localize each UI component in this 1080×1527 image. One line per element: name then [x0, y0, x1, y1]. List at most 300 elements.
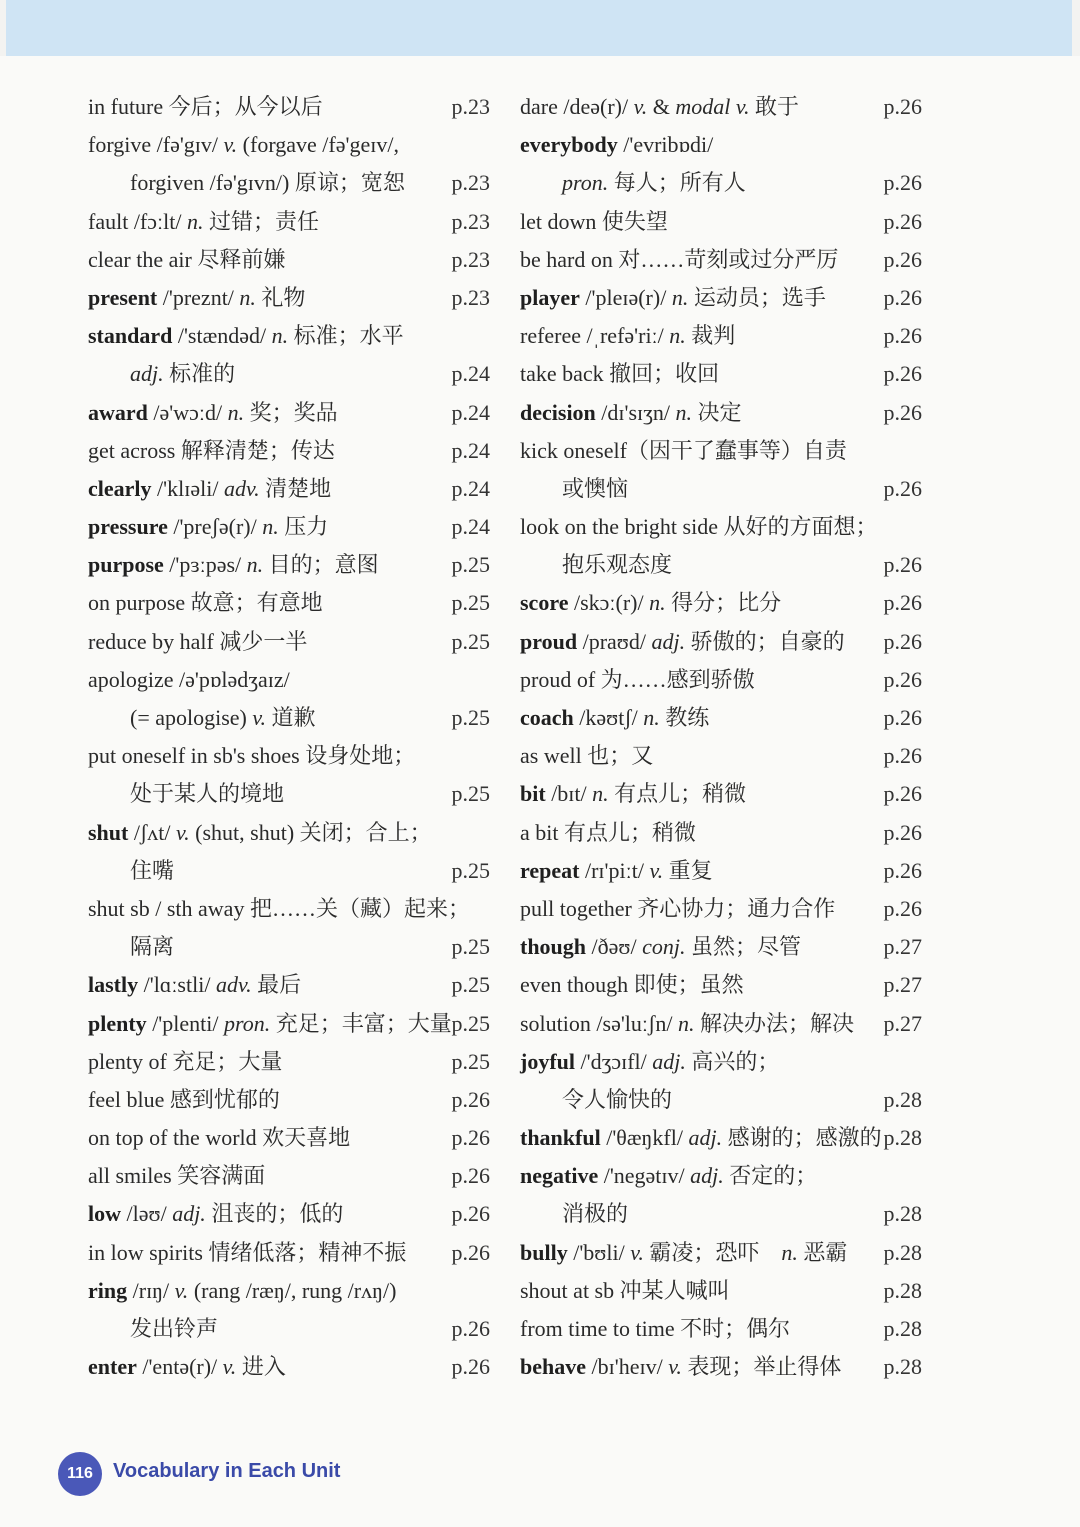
vocab-segment: /'preznt/ [157, 284, 240, 310]
vocab-segment: 标准；水平 [288, 323, 404, 349]
vocab-headword: bit [520, 781, 546, 807]
vocab-text [520, 661, 755, 699]
vocab-segment: 霸凌；恐吓 [643, 1239, 782, 1265]
vocab-text [520, 355, 719, 393]
vocab-headword: purpose [88, 552, 164, 578]
vocab-page-ref: p.24 [451, 475, 490, 501]
vocab-text [520, 699, 709, 737]
vocab-entry [520, 508, 932, 546]
vocab-page-ref: p.26 [883, 170, 922, 196]
vocab-text [520, 432, 847, 470]
vocab-segment: /skɔː(r)/ [568, 590, 650, 616]
vocab-page-ref: p.28 [883, 1125, 922, 1151]
vocab-text [520, 1043, 779, 1081]
vocab-text [88, 737, 415, 775]
vocab-entry [88, 852, 500, 890]
vocab-entry [88, 699, 500, 737]
vocab-page-ref: p.26 [451, 1239, 490, 1265]
vocab-page-ref: p.26 [451, 1125, 490, 1151]
vocab-entry [520, 966, 932, 1004]
vocab-page-ref: p.26 [883, 552, 922, 578]
vocab-segment: 沮丧的；低的 [205, 1201, 344, 1227]
vocab-text [88, 890, 470, 928]
vocab-text [520, 1348, 841, 1386]
vocab-headword: negative [520, 1163, 599, 1189]
vocab-text [88, 203, 319, 241]
vocab-entry [520, 1234, 932, 1272]
vocab-entry [520, 814, 932, 852]
vocab-segment: /rɪŋ/ [127, 1277, 175, 1303]
vocab-entry [520, 737, 932, 775]
vocab-pos: n. [592, 781, 609, 807]
vocab-text [520, 928, 801, 966]
vocab-page-ref: p.25 [451, 1048, 490, 1074]
vocab-entry [88, 279, 500, 317]
vocab-page-ref: p.24 [451, 361, 490, 387]
vocab-segment: 处于某人的境地 [130, 781, 285, 807]
vocab-headword: plenty [88, 1010, 147, 1036]
vocab-headword: decision [520, 399, 596, 425]
vocab-segment: /praʊd/ [577, 628, 652, 654]
vocab-text [88, 661, 290, 699]
vocab-entry [520, 699, 932, 737]
vocab-entry [520, 241, 932, 279]
vocab-segment: 高兴的； [685, 1048, 780, 1074]
vocab-segment: /'lɑːstli/ [138, 972, 216, 998]
vocab-entry [520, 394, 932, 432]
vocab-segment: 进入 [236, 1354, 286, 1380]
vocab-entry [88, 814, 500, 852]
vocab-text [88, 1005, 452, 1043]
vocab-headword: thankful [520, 1125, 601, 1151]
vocab-segment: 教练 [659, 705, 710, 730]
vocab-pos: v. [633, 94, 648, 119]
vocab-entry [520, 470, 932, 508]
vocab-segment: /ə'wɔːd/ [147, 399, 228, 425]
vocab-text [562, 1081, 672, 1119]
vocab-segment: 道歉 [266, 705, 316, 730]
vocab-page-ref: p.28 [883, 1277, 922, 1303]
vocab-segment: in future 今后；从今以后 [88, 94, 323, 119]
vocab-headword: award [88, 399, 148, 425]
vocab-segment: pull together 齐心协力；通力合作 [520, 895, 836, 921]
vocab-segment: /'entə(r)/ [136, 1354, 223, 1380]
vocab-entry [88, 317, 500, 355]
vocab-text [562, 164, 746, 202]
vocab-entry [520, 1157, 932, 1195]
vocab-headword: enter [88, 1354, 137, 1380]
vocab-segment: as well 也；又 [520, 743, 654, 769]
vocab-segment: /'plenti/ [146, 1010, 224, 1036]
vocab-entry [520, 1310, 932, 1348]
vocab-page-ref: p.24 [451, 399, 490, 425]
vocab-segment: & [647, 94, 676, 119]
vocab-pos: n. [643, 705, 660, 730]
vocab-page-ref: p.26 [451, 1354, 490, 1380]
vocab-entry [520, 164, 932, 202]
vocab-entry [88, 1348, 500, 1386]
vocab-text [88, 1119, 350, 1157]
vocab-entry [520, 546, 932, 584]
vocab-page-ref: p.25 [451, 972, 490, 998]
vocab-text [520, 1234, 847, 1272]
vocab-entry [520, 1348, 932, 1386]
vocab-text [88, 470, 331, 508]
vocab-pos: n. [239, 284, 256, 310]
vocab-segment: /'dʒɔɪfl/ [575, 1048, 653, 1074]
vocab-page-ref: p.24 [451, 514, 490, 540]
vocab-text [88, 126, 399, 164]
vocab-segment: solution /sə'luːʃn/ [520, 1010, 678, 1036]
vocab-segment: /bɪ'heɪv/ [586, 1354, 669, 1380]
vocab-segment: 消极的 [562, 1201, 629, 1227]
vocab-entry [88, 928, 500, 966]
vocab-page-ref: p.26 [883, 781, 922, 807]
vocab-segment: 最后 [251, 972, 302, 998]
vocab-segment: apologize /ə'pɒlədʒaɪz/ [88, 666, 290, 692]
vocab-segment: proud of 为……感到骄傲 [520, 666, 755, 692]
vocab-entry [520, 88, 932, 126]
vocab-headword: standard [88, 323, 173, 349]
vocab-entry [520, 1043, 932, 1081]
vocab-pos: n. [227, 399, 245, 425]
vocab-segment: 过错；责任 [203, 208, 319, 234]
vocab-text [520, 814, 696, 852]
vocab-pos: v. [668, 1354, 682, 1380]
vocab-page-ref: p.26 [451, 1201, 490, 1227]
vocab-page-ref: p.26 [883, 323, 922, 349]
vocab-column-right [520, 88, 932, 1386]
vocab-headword: everybody [520, 132, 618, 158]
vocab-segment: 清楚地 [259, 475, 332, 501]
vocab-entry [88, 394, 500, 432]
vocab-page-ref: p.26 [883, 705, 922, 730]
vocab-pos: adj. [130, 361, 164, 387]
vocab-entry [88, 470, 500, 508]
vocab-entry [88, 775, 500, 813]
vocab-text [562, 546, 672, 584]
vocab-pos: n. [677, 1010, 695, 1036]
vocab-page-ref: p.28 [883, 1316, 922, 1341]
vocab-segment: /ləʊ/ [121, 1201, 173, 1227]
vocab-entry [88, 1119, 500, 1157]
vocab-page-ref: p.28 [883, 1086, 922, 1112]
vocab-text [88, 1234, 406, 1272]
vocab-segment: shut sb / sth away 把……关（藏）起来； [88, 895, 470, 921]
vocab-segment: 裁判 [685, 323, 736, 349]
vocab-segment: from time to time 不时；偶尔 [520, 1316, 791, 1341]
vocab-pos: pron. [223, 1010, 271, 1036]
vocab-text [88, 1348, 286, 1386]
vocab-entry [88, 1272, 500, 1310]
vocab-page-ref: p.26 [883, 857, 922, 883]
vocab-text [88, 317, 404, 355]
vocab-headword: proud [520, 628, 578, 654]
vocab-entry [520, 1005, 932, 1043]
vocab-pos: v. [223, 132, 238, 158]
vocab-text [520, 966, 744, 1004]
vocab-segment: 表现；举止得体 [681, 1354, 842, 1380]
vocab-segment: /kəʊtʃ/ [573, 705, 644, 730]
vocab-text [130, 355, 235, 393]
vocab-text [88, 1081, 280, 1119]
vocab-text [130, 928, 174, 966]
vocab-entry [88, 584, 500, 622]
vocab-segment: be hard on 对……苛刻或过分严厉 [520, 246, 839, 272]
vocab-segment: /bɪt/ [545, 781, 593, 807]
vocab-text [130, 164, 405, 202]
vocab-segment: get across 解释清楚；传达 [88, 437, 335, 463]
vocab-page-ref: p.27 [883, 934, 922, 960]
vocab-page-ref: p.27 [883, 1010, 922, 1036]
vocab-page-ref: p.23 [451, 246, 490, 272]
vocab-page-ref: p.26 [883, 361, 922, 387]
vocab-text [520, 88, 799, 126]
vocab-text [88, 814, 432, 852]
vocab-segment: /'negətɪv/ [598, 1163, 691, 1189]
vocab-page-ref: p.23 [451, 170, 490, 196]
vocab-segment: 恶霸 [797, 1239, 848, 1265]
vocab-text [88, 966, 301, 1004]
vocab-text [520, 508, 877, 546]
vocab-segment: on top of the world 欢天喜地 [88, 1125, 351, 1151]
vocab-entry [88, 508, 500, 546]
vocab-segment: let down 使失望 [520, 208, 668, 234]
vocab-entry [520, 890, 932, 928]
vocab-entry [88, 623, 500, 661]
vocab-entry [88, 890, 500, 928]
vocab-pos: adj. [652, 1048, 686, 1074]
header-band [6, 0, 1072, 56]
vocab-text [130, 775, 284, 813]
vocab-pos: adj. [172, 1201, 206, 1227]
vocab-text [520, 279, 826, 317]
vocab-entry [88, 164, 500, 202]
vocab-column-left [88, 88, 500, 1386]
vocab-text [520, 1272, 730, 1310]
vocab-entry [520, 203, 932, 241]
vocab-headword: coach [520, 705, 574, 730]
vocab-text [88, 1157, 265, 1195]
vocab-headword: though [520, 934, 587, 960]
vocab-pos: n. [669, 323, 686, 349]
vocab-text [88, 279, 305, 317]
vocab-page-ref: p.26 [883, 208, 922, 234]
vocab-page-ref: p.26 [883, 94, 922, 119]
vocab-entry [88, 88, 500, 126]
vocab-pos: v. [649, 857, 664, 883]
vocab-entry [88, 241, 500, 279]
vocab-entry [520, 279, 932, 317]
vocab-segment: /ʃʌt/ [128, 819, 177, 845]
vocab-segment: 充足；丰富；大量 [270, 1010, 452, 1036]
vocab-segment: (rang /ræŋ/, rung /rʌŋ/) [188, 1277, 397, 1303]
vocab-pos: pron. [562, 170, 609, 196]
vocab-text [88, 584, 323, 622]
vocab-page-ref: p.26 [883, 246, 922, 272]
vocab-entry [88, 1043, 500, 1081]
vocab-text [88, 394, 338, 432]
vocab-pos: v. [252, 705, 267, 730]
vocab-page-ref: p.26 [883, 819, 922, 845]
vocab-pos: adv. [223, 475, 260, 501]
vocab-page-ref: p.26 [883, 475, 922, 501]
vocab-entry [520, 661, 932, 699]
vocab-segment: /'bʊli/ [567, 1239, 631, 1265]
vocab-segment: (= apologise) [130, 705, 253, 730]
vocab-page-ref: p.25 [451, 857, 490, 883]
vocab-headword: joyful [520, 1048, 575, 1074]
vocab-pos: n. [649, 590, 666, 616]
vocab-segment: forgive /fə'gɪv/ [88, 132, 224, 158]
vocab-segment: 隔离 [130, 934, 175, 960]
vocab-page-ref: p.28 [883, 1201, 922, 1227]
vocab-page-ref: p.27 [883, 972, 922, 998]
vocab-segment: 令人愉快的 [562, 1086, 673, 1112]
vocab-pos: n. [186, 208, 204, 234]
vocab-text [520, 317, 735, 355]
vocab-entry [88, 1157, 500, 1195]
vocab-text [562, 470, 628, 508]
vocab-entry [88, 1310, 500, 1348]
vocab-entry [520, 1081, 932, 1119]
vocab-segment: 解决办法；解决 [694, 1010, 854, 1036]
vocab-pos: adj. [688, 1125, 723, 1151]
vocab-text [88, 623, 307, 661]
vocab-pos: conj. [642, 934, 686, 960]
vocab-text [130, 852, 174, 890]
vocab-page-ref: p.26 [883, 895, 922, 921]
vocab-segment: a bit 有点儿；稍微 [520, 819, 696, 845]
vocab-pos: adv. [215, 972, 252, 998]
vocab-page-ref: p.23 [451, 284, 490, 310]
vocab-segment: 敢于 [749, 94, 800, 119]
vocab-segment: 有点儿；稍微 [608, 781, 747, 807]
vocab-text [88, 432, 335, 470]
vocab-segment: 骄傲的；自豪的 [685, 628, 845, 654]
vocab-segment: 目的；意图 [263, 552, 379, 578]
vocab-entry [88, 203, 500, 241]
vocab-segment: referee /ˌrefə'riː/ [520, 323, 670, 349]
vocab-headword: pressure [88, 514, 168, 540]
vocab-segment: /'θæŋkfl/ [600, 1125, 689, 1151]
vocab-page-ref: p.25 [451, 590, 490, 616]
vocab-page-ref: p.26 [451, 1163, 490, 1189]
vocab-segment: /dɪ'sɪʒn/ [595, 399, 676, 425]
vocab-text [88, 508, 328, 546]
vocab-page-ref: p.26 [883, 666, 922, 692]
vocab-text [520, 394, 742, 432]
vocab-page-ref: p.28 [883, 1239, 922, 1265]
vocab-headword: repeat [520, 857, 580, 883]
vocab-text [88, 1043, 282, 1081]
vocab-headword: low [88, 1201, 121, 1227]
vocab-segment: 发出铃声 [130, 1316, 219, 1341]
vocab-segment: /ðəʊ/ [586, 934, 643, 960]
vocab-text [88, 241, 285, 279]
page-number-badge: 116 [58, 1452, 102, 1496]
footer-title: Vocabulary in Each Unit [113, 1460, 341, 1482]
vocab-text [520, 1310, 790, 1348]
vocab-text [88, 1195, 343, 1233]
vocab-segment: 压力 [278, 514, 329, 540]
vocab-segment: plenty of 充足；大量 [88, 1048, 283, 1074]
vocab-entry [88, 546, 500, 584]
vocab-entry [88, 1081, 500, 1119]
vocab-entry [88, 966, 500, 1004]
vocab-text [520, 852, 713, 890]
vocab-text [88, 88, 323, 126]
vocab-text [520, 1157, 817, 1195]
vocab-segment: on purpose 故意；有意地 [88, 590, 323, 616]
vocab-entry [520, 1119, 932, 1157]
vocab-entry [520, 775, 932, 813]
vocab-page-ref: p.23 [451, 94, 490, 119]
vocab-entry [520, 623, 932, 661]
vocab-segment: clear the air 尽释前嫌 [88, 246, 286, 272]
vocab-pos: v. [630, 1239, 644, 1265]
vocab-segment: /'stændəd/ [172, 323, 272, 349]
vocab-entry [520, 1272, 932, 1310]
vocab-headword: behave [520, 1354, 586, 1380]
vocab-pos: n. [781, 1239, 798, 1265]
vocab-headword: bully [520, 1239, 568, 1265]
vocab-entry [520, 1195, 932, 1233]
vocab-text [562, 1195, 628, 1233]
vocab-segment: 标准的 [163, 361, 236, 387]
vocab-page-ref: p.28 [883, 1354, 922, 1380]
vocab-entry [88, 1195, 500, 1233]
vocab-text [520, 1005, 854, 1043]
vocab-pos: n. [675, 399, 693, 425]
vocab-segment: shout at sb 冲某人喊叫 [520, 1277, 730, 1303]
vocab-pos: n. [246, 552, 264, 578]
vocab-segment: /'klɪəli/ [151, 475, 224, 501]
vocab-pos: modal v. [675, 94, 750, 119]
vocab-text [130, 699, 316, 737]
vocab-text [520, 623, 845, 661]
vocab-page-ref: p.24 [451, 437, 490, 463]
vocab-pos: n. [271, 323, 289, 349]
vocab-segment: fault /fɔːlt/ [88, 208, 187, 234]
vocab-text [520, 775, 746, 813]
vocab-page-ref: p.26 [883, 743, 922, 769]
vocab-text [520, 241, 838, 279]
vocab-segment: all smiles 笑容满面 [88, 1163, 266, 1189]
vocab-headword: score [520, 590, 569, 616]
vocab-segment: 每人；所有人 [608, 170, 746, 196]
vocab-page-ref: p.26 [883, 399, 922, 425]
vocab-segment: /'pɜːpəs/ [163, 552, 247, 578]
vocab-segment: 抱乐观态度 [562, 552, 673, 578]
vocab-segment: take back 撤回；收回 [520, 361, 720, 387]
vocab-page-ref: p.26 [883, 628, 922, 654]
vocab-text [130, 1310, 218, 1348]
vocab-entry [88, 432, 500, 470]
vocab-segment: /'preʃə(r)/ [167, 514, 263, 540]
vocab-entry [88, 1005, 500, 1043]
vocab-entry [520, 852, 932, 890]
vocab-pos: n. [262, 514, 279, 540]
vocab-segment: /rɪ'piːt/ [579, 857, 650, 883]
vocab-headword: shut [88, 819, 129, 845]
vocab-segment: dare /deə(r)/ [520, 94, 634, 119]
vocab-segment: (forgave /fə'geɪv/, [237, 132, 399, 158]
vocab-text [520, 737, 653, 775]
vocab-segment: 礼物 [255, 284, 306, 310]
vocab-entry [88, 737, 500, 775]
vocab-segment: 运动员；选手 [688, 284, 826, 310]
